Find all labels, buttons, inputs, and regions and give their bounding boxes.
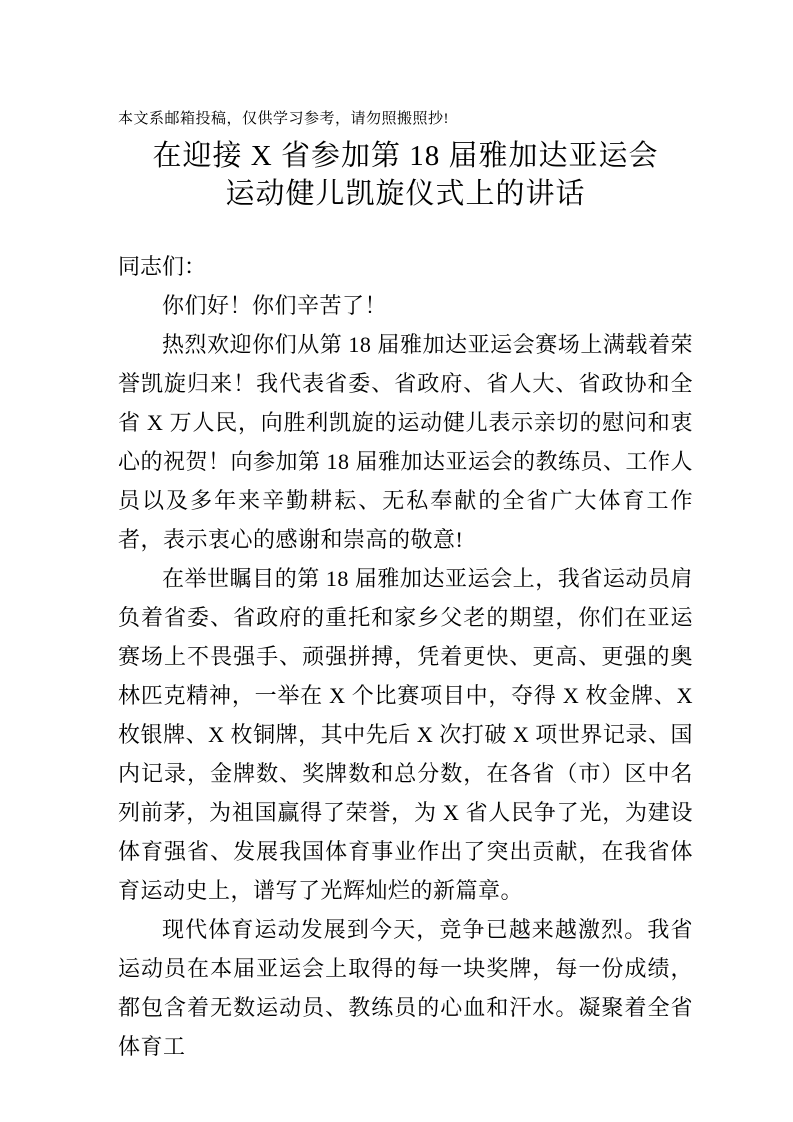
title-line-2: 运动健儿凯旋仪式上的讲话 xyxy=(225,178,586,210)
body-paragraph-welcome: 热烈欢迎你们从第 18 届雅加达亚运会赛场上满载着荣誉凯旋归来！我代表省委、省政府、省人大、省政协和全省 X 万人民，向胜利凯旋的运动健儿表示亲切的慰问和衷心的祝贺！向参加第 18 届雅加达亚运会的教练员、工作人员以及多年来辛勤耕耘、无私奉献的全省广大体育工作者，表示衷心的感谢和崇高的敬意! xyxy=(118,332,694,552)
disclaimer-text: 本文系邮箱投稿，仅供学习参考，请勿照搬照抄! xyxy=(118,111,449,127)
title-line-1: 在迎接 X 省参加第 18 届雅加达亚运会 xyxy=(152,140,659,172)
body-paragraph-greeting: 你们好！你们辛苦了！ xyxy=(162,293,388,318)
document-title xyxy=(118,137,693,213)
body-paragraph-competition: 现代体育运动发展到今天，竞争已越来越激烈。我省运动员在本届亚运会上取得的每一块奖牌，每一份成绩，都包含着无数运动员、教练员的心血和汗水。凝聚着全省体育工 xyxy=(118,917,693,1059)
body-paragraph-achievements: 在举世瞩目的第 18 届雅加达亚运会上，我省运动员肩负着省委、省政府的重托和家乡父老的期望，你们在亚运赛场上不畏强手、顽强拼搏，凭着更快、更高、更强的奥林匹克精神，一举在 X 个比赛项目中，夺得 X 枚金牌、X 枚银牌、X 枚铜牌，其中先后 X 次打破 X 项世界记录、国内记录，金牌数、奖牌数和总分数，在各省（市）区中名列前茅，为祖国赢得了荣誉，为 X 省人民争了光，为建设体育强省、发展我国体育事业作出了突出贡献，在我省体育运动史上，谱写了光辉灿烂的新篇章。 xyxy=(118,566,693,903)
salutation-text: 同志们： xyxy=(118,254,207,279)
